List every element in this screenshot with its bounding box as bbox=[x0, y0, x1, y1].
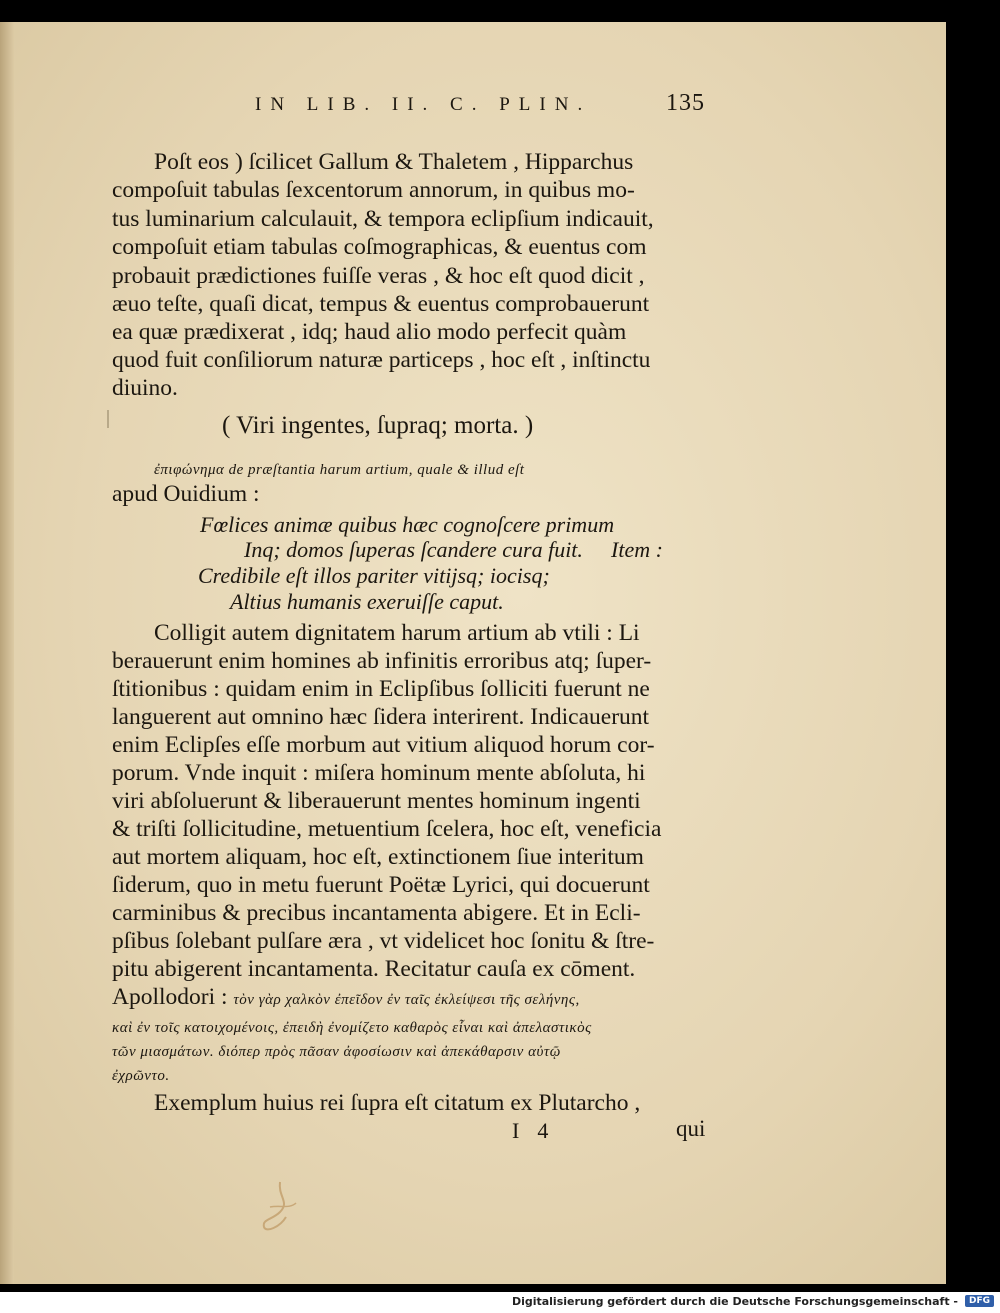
text-line: & triſti ſollicitudine, metuentium ſcelera, hoc eſt, veneficia bbox=[112, 816, 662, 842]
text-line: carminibus & precibus incantamenta abigere. Et in Ecli- bbox=[112, 900, 641, 926]
text-line: æuo teſte, quaſi dicat, tempus & euentus comprobauerunt bbox=[112, 291, 650, 317]
text-line: ſiderum, quo in metu fuerunt Poëtæ Lyrici, qui docuerunt bbox=[112, 872, 650, 898]
text-line: ea quæ prædixerat , idq; haud alio modo perfecit quàm bbox=[112, 319, 627, 345]
greek-line: καὶ ἐν τοῖς κατοιχομένοις, ἐπειδὴ ἐνομίζετο καθαρὸς εἶναι καὶ ἀπελαστικὸς bbox=[112, 1020, 592, 1036]
greek-line: τὸν γὰρ χαλκὸν ἐπεῖδον ἐν ταῖς ἐκλείψεσι τῆς σελήνης, bbox=[233, 992, 580, 1008]
text-line: pitu abigerent incantamenta. Recitatur cauſa ex cōment. bbox=[112, 956, 636, 982]
margin-mark bbox=[107, 410, 109, 428]
greek-lead: Apollodori : bbox=[112, 984, 228, 1010]
dfg-credit-bar bbox=[0, 1292, 1000, 1313]
text-line: berauerunt enim homines ab infinitis erroribus atq; ſuper- bbox=[112, 648, 652, 674]
text-line: viri abſoluerunt & liberauerunt mentes hominum ingenti bbox=[112, 788, 641, 814]
running-header bbox=[255, 90, 705, 116]
text-line: languerent aut omnino hæc ſidera interirent. Indicauerunt bbox=[112, 704, 650, 730]
signature-number: 4 bbox=[537, 1118, 549, 1143]
dfg-logo: DFG bbox=[965, 1295, 994, 1307]
greek-word: ἐπιφώνημα de præſtantia harum artium, quale & illud eſt bbox=[154, 462, 525, 478]
verse-marker: Item : bbox=[611, 537, 663, 562]
section-heading: ( Viri ingentes, ſupraq; morta. ) bbox=[222, 412, 534, 439]
ink-flourish-icon bbox=[250, 1177, 310, 1237]
text-line: Exemplum huius rei ſupra eſt citatum ex Plutarcho , bbox=[154, 1090, 641, 1116]
greek-line: τῶν μιασμάτων. διόπερ πρὸς πᾶσαν ἀφοσίωσιν καὶ ἀπεκάθαρσιν αὐτῷ bbox=[112, 1044, 561, 1060]
text-line: Poſt eos ) ſcilicet Gallum & Thaletem , Hipparchus bbox=[154, 149, 634, 175]
text-line bbox=[154, 454, 524, 484]
text-line: porum. Vnde inquit : miſera hominum mente abſoluta, hi bbox=[112, 760, 646, 786]
text-line: compoſuit etiam tabulas coſmographicas, & euentus com bbox=[112, 234, 647, 260]
text-line: probauit prædictiones fuiſſe veras , & hoc eſt quod dicit , bbox=[112, 263, 645, 289]
text-line bbox=[112, 984, 580, 1014]
page-number: 135 bbox=[666, 90, 705, 116]
text-line: ſtitionibus : quidam enim in Eclipſibus ſolliciti fuerunt ne bbox=[112, 676, 650, 702]
page-binding-edge bbox=[0, 22, 14, 1284]
text-line: pſibus ſolebant pulſare æra , vt videlicet hoc ſonitu & ſtre- bbox=[112, 928, 655, 954]
signature-letter: I bbox=[512, 1118, 520, 1143]
book-page bbox=[0, 22, 946, 1284]
text-line: compoſuit tabulas ſexcentorum annorum, in quibus mo- bbox=[112, 177, 635, 203]
verse-line: Altius humanis exeruiſſe caput. bbox=[230, 589, 504, 614]
text-line: tus luminarium calculauit, & tempora eclipſium indicauit, bbox=[112, 206, 654, 232]
greek-line: ἐχρῶντο. bbox=[112, 1068, 170, 1084]
verse-line: Inq; domos ſuperas ſcandere cura fuit. bbox=[244, 537, 583, 562]
catchword: qui bbox=[676, 1116, 706, 1141]
dfg-credit: Digitalisierung gefördert durch die Deutsche Forschungsgemeinschaft - bbox=[511, 1295, 958, 1308]
text-line: enim Eclipſes eſſe morbum aut vitium aliquod horum cor- bbox=[112, 732, 655, 758]
verse-line: Fœlices animæ quibus hæc cognoſcere primum bbox=[200, 512, 615, 537]
text-line: apud Ouidium : bbox=[112, 481, 260, 507]
verse-line: Credibile eſt illos pariter vitijsq; iocisq; bbox=[198, 563, 550, 588]
text-line: diuino. bbox=[112, 375, 178, 401]
signature-mark bbox=[512, 1118, 548, 1144]
running-title: IN LIB. II. C. PLIN. bbox=[255, 94, 592, 115]
text-line: Colligit autem dignitatem harum artium ab vtili : Li bbox=[154, 620, 640, 646]
text-line: aut mortem aliquam, hoc eſt, extinctionem ſiue interitum bbox=[112, 844, 644, 870]
text-line: quod fuit conſiliorum naturæ particeps , hoc eſt , inſtinctu bbox=[112, 347, 651, 373]
